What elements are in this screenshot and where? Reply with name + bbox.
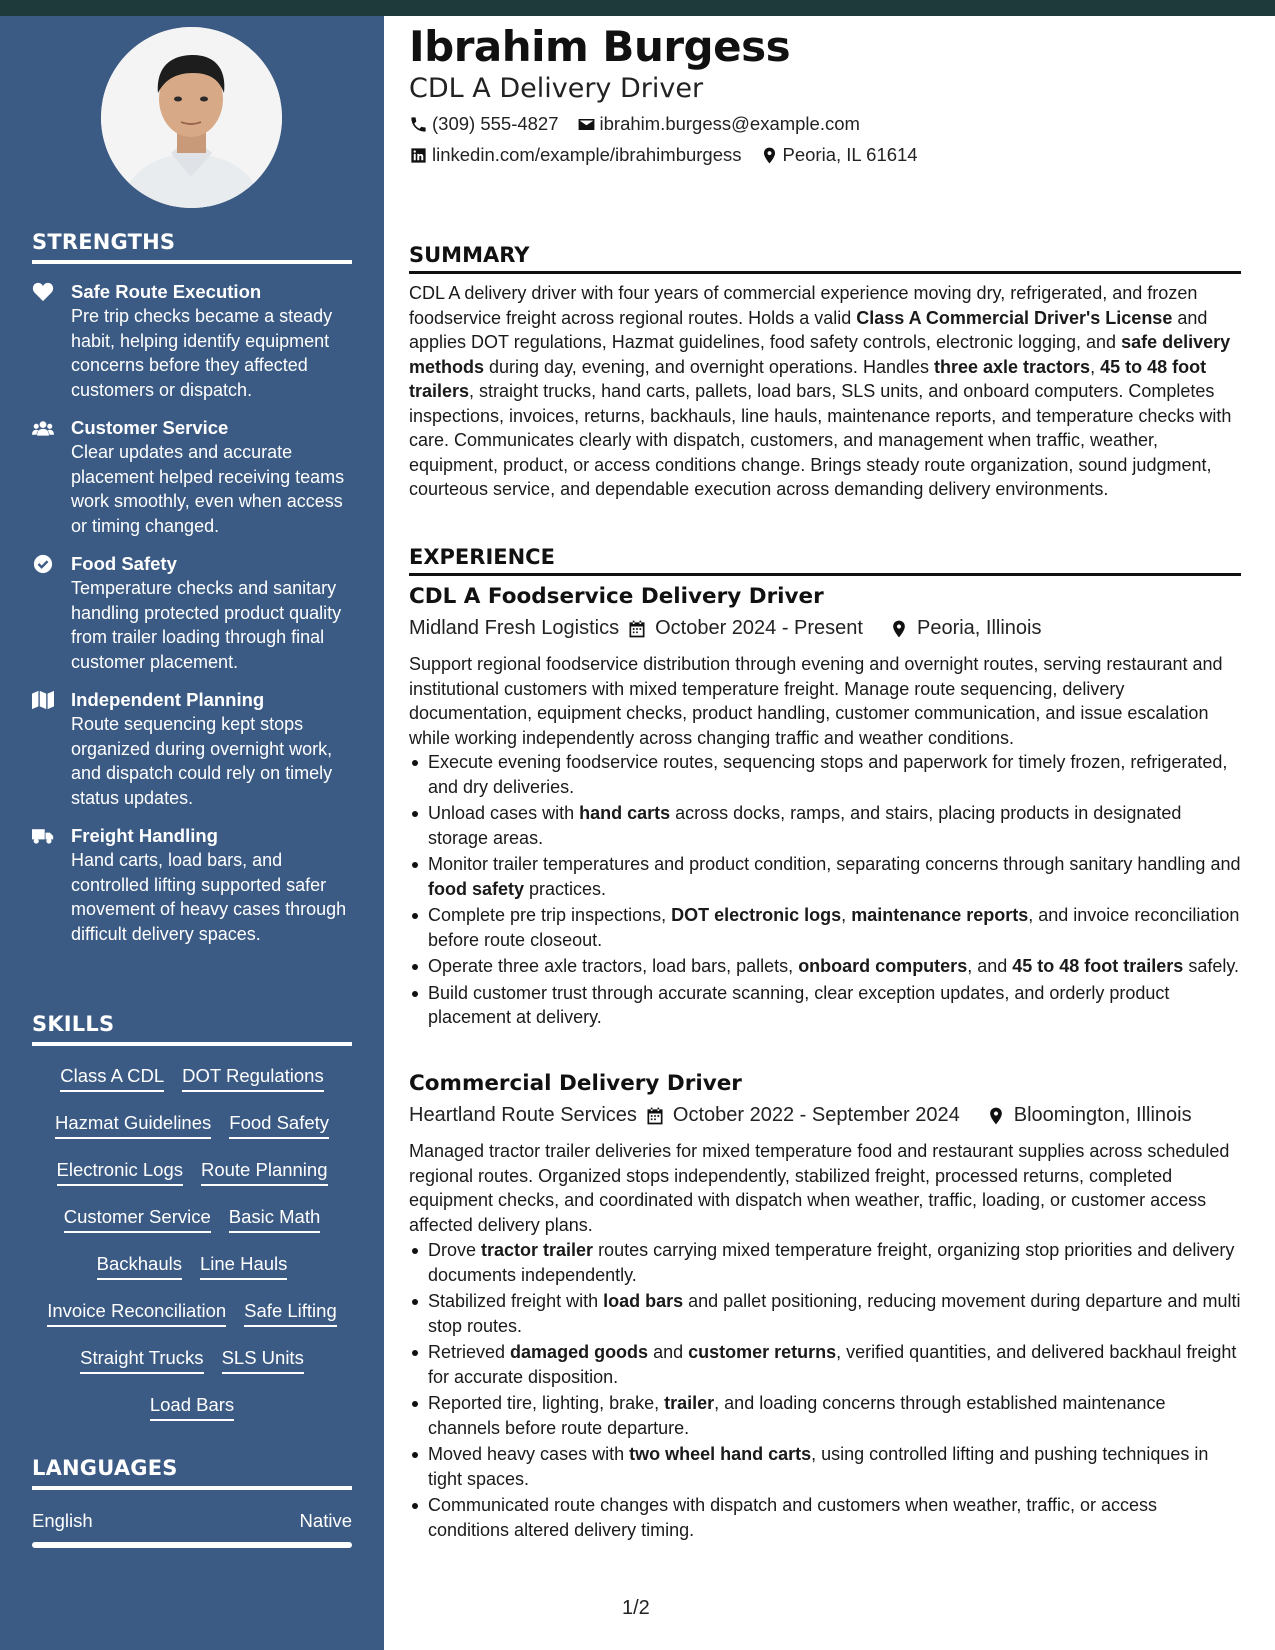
job-company: Midland Fresh Logistics <box>409 617 620 639</box>
summary-text <box>409 281 1241 502</box>
text-segment: , verified quantities, and delivered backhaul freight for accurate disposition. <box>428 1342 1237 1387</box>
check-circle-icon <box>32 554 54 574</box>
map-pin-icon <box>889 619 909 639</box>
job-dates: October 2022 - September 2024 <box>672 1104 960 1126</box>
language-level: Native <box>299 1510 352 1531</box>
strength-title: Safe Route Execution <box>71 281 262 302</box>
skills-list <box>32 1064 352 1421</box>
strength-description: Hand carts, load bars, and controlled lifting supported safer movement of heavy cases through difficult delivery spaces. <box>71 850 347 944</box>
candidate-title: CDL A Delivery Driver <box>409 73 704 104</box>
location: Peoria, IL 61614 <box>782 144 918 165</box>
text-segment: Unload cases with <box>428 803 580 823</box>
languages-title: LANGUAGES <box>32 1456 352 1490</box>
strength-description: Pre trip checks became a steady habit, helping identify equipment concerns before they affected customers or dispatch. <box>71 306 333 400</box>
emphasis-text: damaged goods <box>510 1342 649 1362</box>
strength-title: Freight Handling <box>71 825 218 846</box>
linkedin-url[interactable]: linkedin.com/example/ibrahimburgess <box>432 144 742 165</box>
strength-item <box>32 416 352 538</box>
text-segment: and <box>648 1342 689 1362</box>
job-meta <box>409 1104 1192 1127</box>
skills-section <box>32 1012 352 1421</box>
bullet-item <box>409 954 1241 979</box>
strength-item <box>32 280 352 402</box>
phone-icon <box>409 115 428 134</box>
emphasis-text: hand carts <box>579 803 671 823</box>
emphasis-text: trailer <box>664 1393 715 1413</box>
emphasis-text: 45 to 48 foot trailers <box>409 356 1207 401</box>
bullet-item <box>409 981 1241 1030</box>
emphasis-text: load bars <box>603 1291 684 1311</box>
profile-photo <box>101 27 282 208</box>
language-name: English <box>32 1510 93 1531</box>
map-pin-icon <box>986 1106 1006 1126</box>
heart-icon <box>32 282 54 302</box>
bullet-item <box>409 1340 1241 1389</box>
text-segment: Reported tire, lighting, brake, <box>428 1393 665 1413</box>
candidate-name: Ibrahim Burgess <box>409 22 791 71</box>
text-segment: practices. <box>524 878 607 899</box>
skill-tag: Safe Lifting <box>244 1299 337 1327</box>
text-segment: and applies DOT regulations, Hazmat guidelines, food safety controls, electronic logging, and <box>409 307 1208 352</box>
experience-title: EXPERIENCE <box>409 545 1241 576</box>
bullet-item <box>409 1289 1241 1338</box>
emphasis-text: maintenance reports <box>851 905 1029 925</box>
contact-row-1 <box>409 113 860 135</box>
map-icon <box>32 690 54 710</box>
bullet-item <box>409 1391 1241 1440</box>
strengths-title: STRENGTHS <box>32 230 352 264</box>
text-segment: Drove <box>428 1240 482 1260</box>
calendar-icon <box>645 1106 665 1126</box>
strength-title: Customer Service <box>71 417 229 438</box>
skill-tag: Customer Service <box>64 1205 211 1233</box>
email-address[interactable]: ibrahim.burgess@example.com <box>599 113 860 134</box>
strength-title: Independent Planning <box>71 689 265 710</box>
page-number: 1/2 <box>622 1597 650 1619</box>
linkedin-icon <box>409 146 428 165</box>
strength-item <box>32 824 352 946</box>
text-segment: Build customer trust through accurate scanning, clear exception updates, and orderly product placement at delivery. <box>428 982 1170 1027</box>
emphasis-text: safe delivery methods <box>409 332 1231 377</box>
text-segment: , straight trucks, hand carts, pallets, load bars, SLS units, and onboard computers. Completes inspections, invoices, returns, backhauls, line hauls, maintenance reports, and temperature checks with care. Communicates clearly with dispatch, customers, and management when traffic, weather, equipment, product, or access conditions change. Brings steady route organization, sound judgment, courteous service, and dependable execution across demanding delivery environments. <box>409 381 1232 499</box>
skills-title: SKILLS <box>32 1012 352 1046</box>
skill-tag: Straight Trucks <box>80 1346 203 1374</box>
skill-tag: Class A CDL <box>60 1064 164 1092</box>
strength-description: Route sequencing kept stops organized during overnight work, and dispatch could rely on timely status updates. <box>71 714 333 808</box>
bullet-item <box>409 1238 1241 1287</box>
skill-tag: Invoice Reconciliation <box>47 1299 226 1327</box>
skill-tag: SLS Units <box>222 1346 304 1374</box>
skill-tag: DOT Regulations <box>182 1064 324 1092</box>
job-description: Managed tractor trailer deliveries for mixed temperature food and restaurant supplies across scheduled regional routes. Organized stops independently, stabilized freight, processed returns, completed equipment checks, and coordinated with dispatch when weather, traffic, loading, or customer access affected delivery plans. <box>409 1141 1230 1235</box>
job-location: Peoria, Illinois <box>916 617 1042 639</box>
text-segment: , and <box>967 956 1013 976</box>
summary-title: SUMMARY <box>409 243 1241 274</box>
strength-item <box>32 552 352 674</box>
text-segment: Communicated route changes with dispatch and customers when weather, traffic, or access conditions altered delivery timing. <box>428 1495 1158 1540</box>
language-row <box>32 1510 352 1532</box>
job-bullets <box>409 1238 1241 1544</box>
text-segment: Moved heavy cases with <box>428 1444 630 1464</box>
bullet-item <box>409 1442 1241 1491</box>
text-segment: , and invoice reconciliation before route closeout. <box>428 905 1240 950</box>
emphasis-text: three axle tractors <box>933 356 1091 377</box>
emphasis-text: Class A Commercial Driver's License <box>856 307 1173 328</box>
skill-tag: Hazmat Guidelines <box>55 1111 211 1139</box>
strength-description: Clear updates and accurate placement helped receiving teams work smoothly, even when access or timing changed. <box>71 442 345 536</box>
truck-icon <box>32 826 54 846</box>
job-role: CDL A Foodservice Delivery Driver <box>409 584 824 609</box>
text-segment: Retrieved <box>428 1342 511 1362</box>
strengths-section <box>32 230 352 946</box>
contact-row-2 <box>409 144 918 166</box>
text-segment: , and loading concerns through established maintenance channels before route departure. <box>428 1393 1166 1438</box>
text-segment: routes carrying mixed temperature freight, organizing stop priorities and delivery documents independently. <box>428 1240 1235 1285</box>
bullet-item <box>409 750 1241 799</box>
skill-tag: Basic Math <box>229 1205 321 1233</box>
job-meta <box>409 617 1042 640</box>
text-segment: across docks, ramps, and stairs, placing products in designated storage areas. <box>428 803 1182 848</box>
emphasis-text: customer returns <box>688 1342 837 1362</box>
languages-section <box>32 1456 352 1548</box>
emphasis-text: 45 to 48 foot trailers <box>1012 956 1184 976</box>
text-segment: safely. <box>1183 956 1239 976</box>
strength-description: Temperature checks and sanitary handling protected product quality from trailer loading through final customer placement. <box>71 578 342 672</box>
text-segment: , <box>841 905 852 925</box>
emphasis-text: two wheel hand carts <box>629 1444 812 1464</box>
skill-tag: Backhauls <box>97 1252 182 1280</box>
emphasis-text: food safety <box>428 878 525 899</box>
job-dates: October 2024 - Present <box>655 617 863 639</box>
sidebar-top-bar <box>0 0 384 16</box>
avatar <box>101 27 282 208</box>
skill-tag: Load Bars <box>150 1393 234 1421</box>
job-company: Heartland Route Services <box>409 1104 637 1126</box>
main-top-bar <box>384 0 1275 16</box>
job-bullets <box>409 750 1241 1032</box>
text-segment: Complete pre trip inspections, <box>428 905 672 925</box>
skill-tag: Route Planning <box>201 1158 328 1186</box>
job-description: Support regional foodservice distribution through evening and overnight routes, serving restaurant and institutional customers with mixed temperature freight. Manage route sequencing, delivery documentation, equipment checks, product handling, customer communication, and issue escalation while working independently across changing traffic and weather conditions. <box>409 654 1223 748</box>
strength-item <box>32 688 352 810</box>
text-segment: and pallet positioning, reducing movement during departure and multi stop routes. <box>428 1291 1241 1336</box>
text-segment: Monitor trailer temperatures and product condition, separating concerns through sanitary handling and <box>428 854 1241 874</box>
bullet-item <box>409 903 1241 952</box>
skill-tag: Electronic Logs <box>57 1158 183 1186</box>
text-segment: CDL A delivery driver with four years of commercial experience moving dry, refrigerated, and frozen foodservice freight across regional routes. Holds a valid <box>409 283 1198 328</box>
skill-tag: Line Hauls <box>200 1252 287 1280</box>
bullet-item <box>409 852 1241 901</box>
skill-tag: Food Safety <box>229 1111 329 1139</box>
emphasis-text: DOT electronic logs <box>671 905 842 925</box>
text-segment: Stabilized freight with <box>428 1291 604 1311</box>
emphasis-text: onboard computers <box>798 956 968 976</box>
bullet-item <box>409 801 1241 850</box>
job-location: Bloomington, Illinois <box>1013 1104 1192 1126</box>
phone-number[interactable]: (309) 555-4827 <box>432 113 559 134</box>
users-icon <box>32 418 54 438</box>
job-role: Commercial Delivery Driver <box>409 1071 742 1096</box>
envelope-icon <box>577 115 596 134</box>
text-segment: , using controlled lifting and pushing techniques in tight spaces. <box>428 1444 1209 1489</box>
text-segment: , <box>1090 356 1101 377</box>
emphasis-text: tractor trailer <box>481 1240 594 1260</box>
text-segment: Operate three axle tractors, load bars, pallets, <box>428 956 799 976</box>
text-segment: Execute evening foodservice routes, sequencing stops and paperwork for timely frozen, refrigerated, and dry deliveries. <box>428 752 1228 797</box>
text-segment: during day, evening, and overnight operations. Handles <box>484 356 934 377</box>
bullet-item <box>409 1493 1241 1542</box>
sidebar <box>0 0 384 1650</box>
map-pin-icon <box>760 146 779 165</box>
language-proficiency-bar <box>32 1542 352 1548</box>
strength-title: Food Safety <box>71 553 177 574</box>
calendar-icon <box>627 619 647 639</box>
